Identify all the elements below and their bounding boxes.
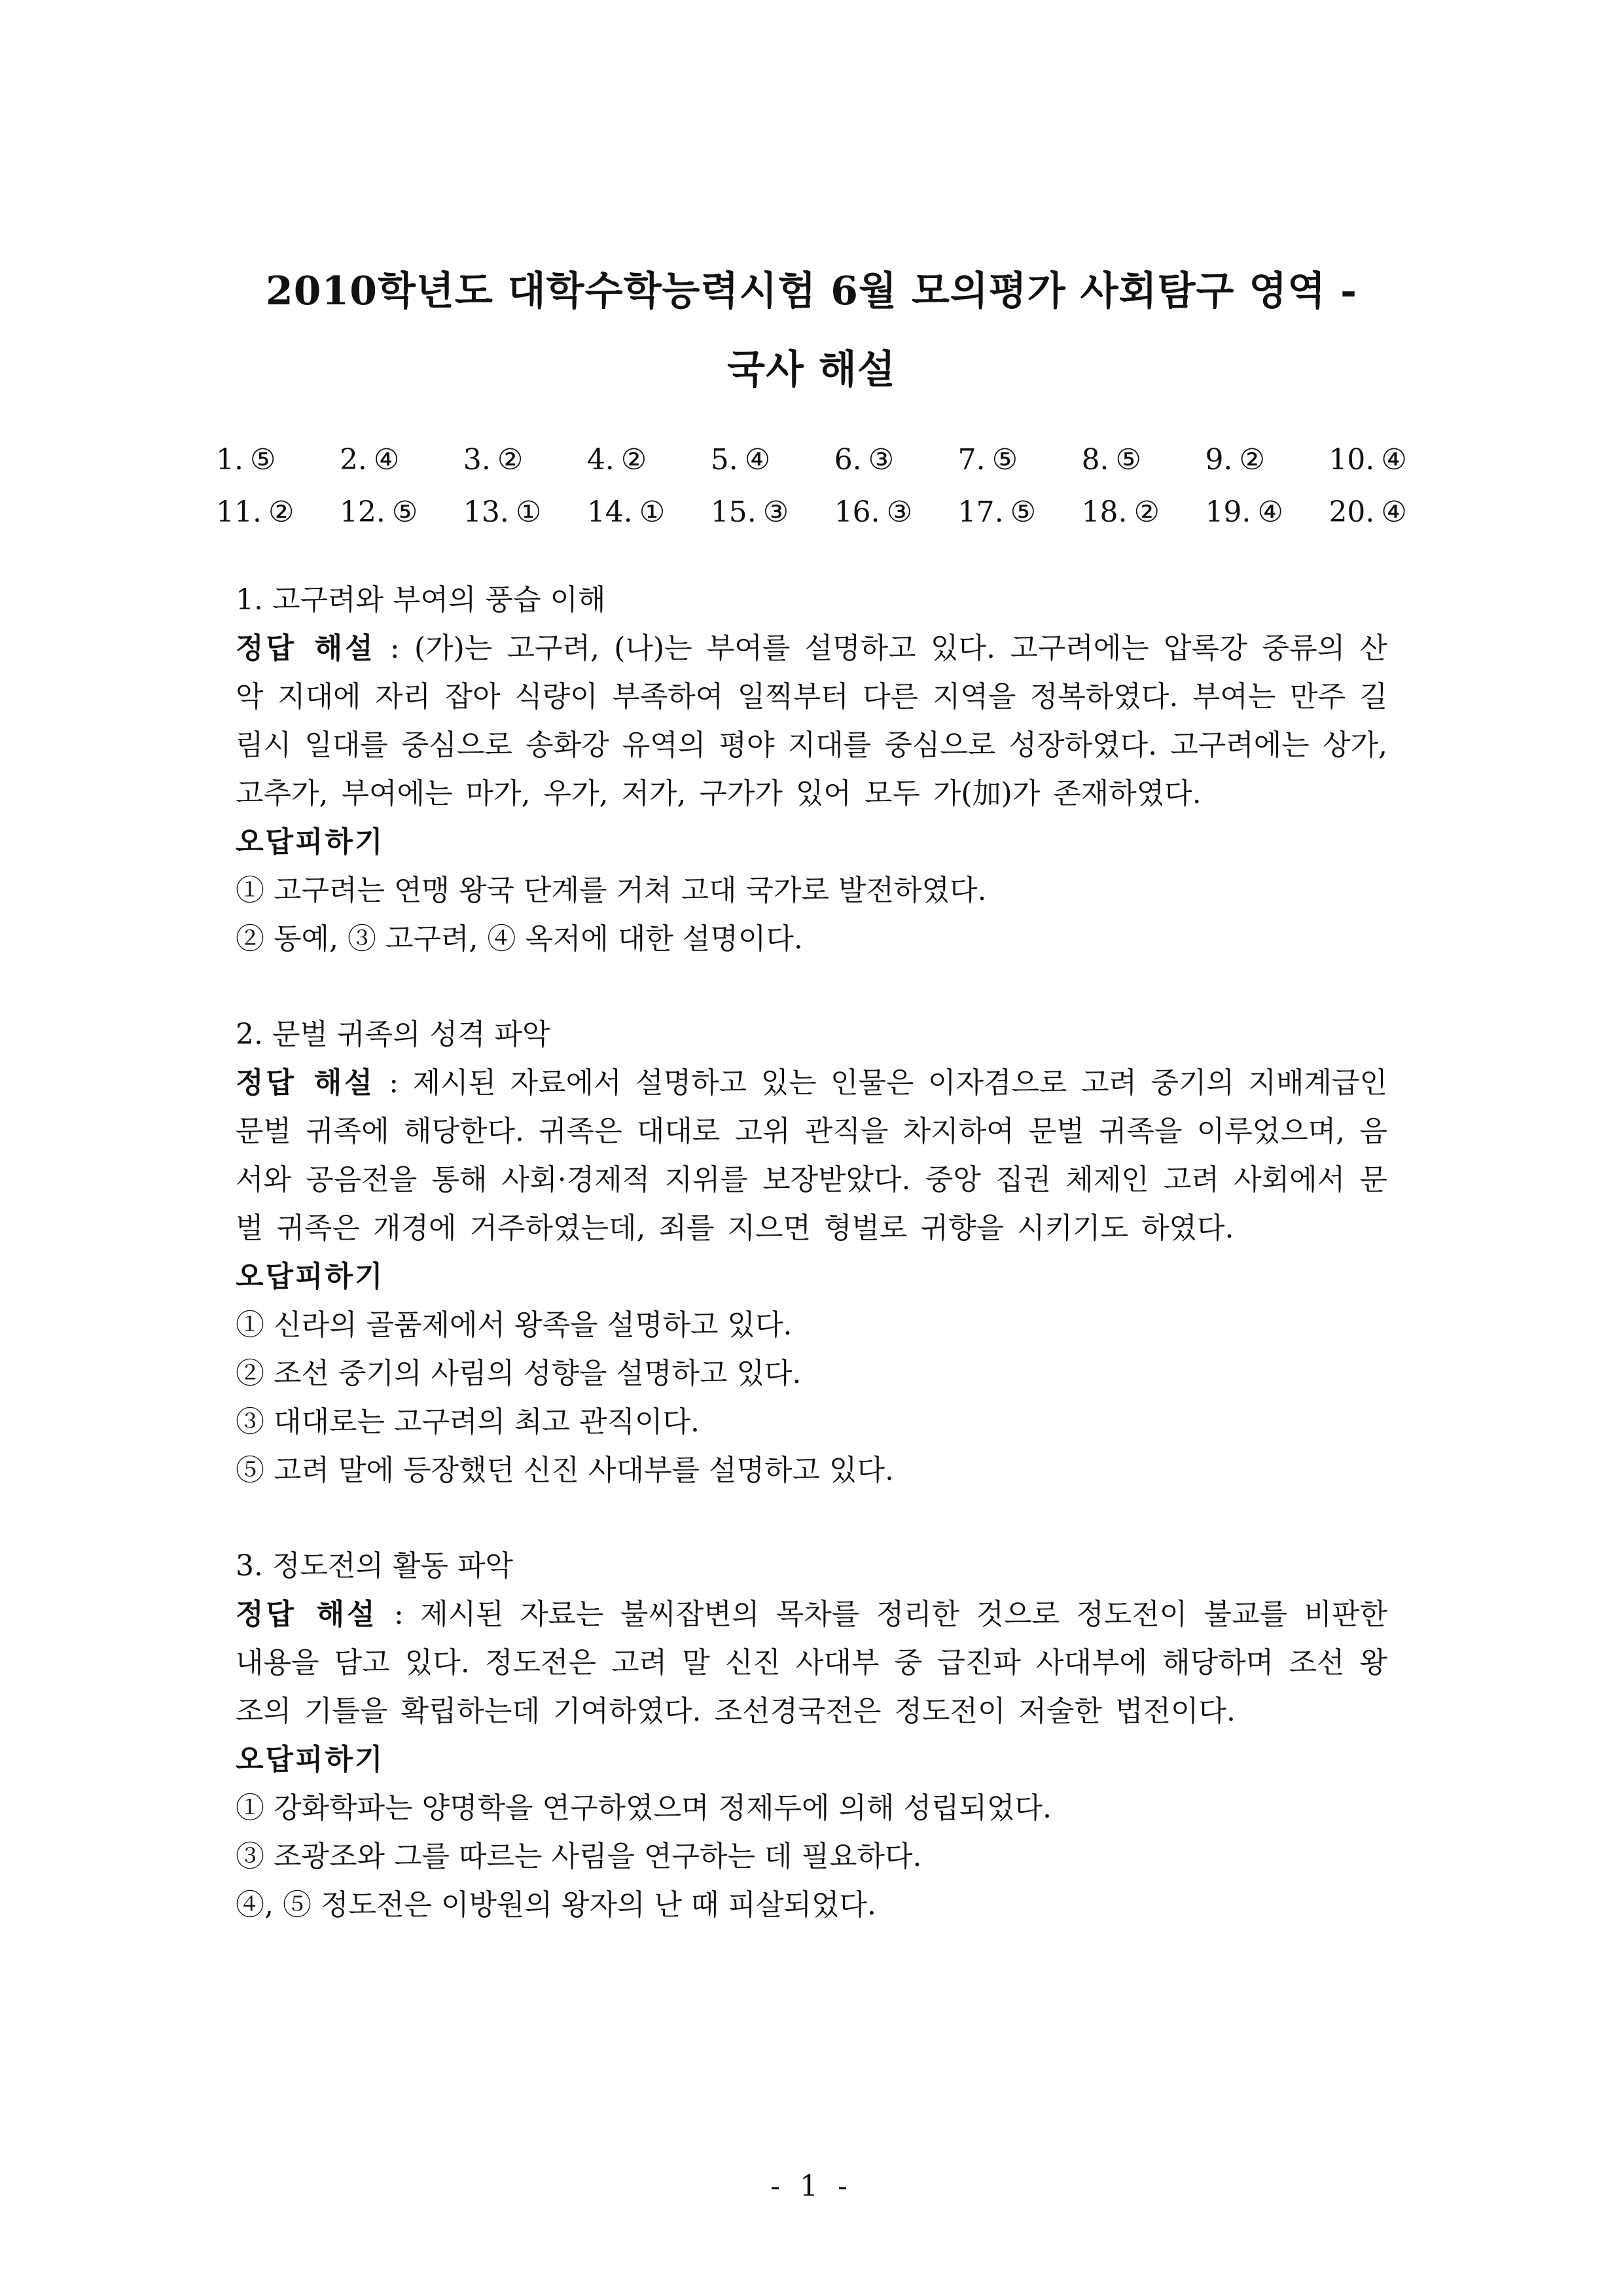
answer-item (1329, 495, 1406, 529)
answer-choice: ③ (762, 495, 789, 529)
answer-choice: ① (639, 495, 666, 529)
explanation-text: 제시된 자료는 불씨잡변의 목차를 정리한 것으로 정도전이 불교를 비판한 내용을 담고 있다. 정도전은 고려 말 신진 사대부 중 급진파 사대부에 해당하며 조선 왕조의 기틀을 확립하는데 기여하였다. 조선경국전은 정도전이 저술한 법전이다. (236, 1598, 1387, 1728)
answer-choice: ④ (1381, 442, 1407, 476)
wrong-answer-item: ① 강화학파는 양명학을 연구하였으며 정제두에 의해 성립되었다. (236, 1791, 1052, 1825)
question-number: 9. (1205, 442, 1233, 476)
answer-item (958, 495, 1036, 529)
explanations (236, 576, 1387, 1929)
answer-explanation (236, 1590, 1387, 1736)
answer-item (340, 443, 399, 476)
question-number: 6. (834, 442, 862, 476)
answer-choice: ⑤ (391, 495, 418, 529)
answer-item (463, 495, 541, 529)
question-number: 16. (834, 495, 880, 529)
question-number: 19. (1205, 495, 1251, 529)
answer-item (340, 495, 418, 529)
answer-choice: ② (1239, 442, 1265, 476)
answer-choice: ② (1133, 495, 1160, 529)
question-number: 5. (710, 442, 738, 476)
answer-choice: ② (268, 495, 294, 529)
answer-item (463, 443, 523, 476)
question-number: 8. (1081, 442, 1109, 476)
answer-item (834, 443, 894, 476)
question-number: 12. (339, 495, 385, 529)
wrong-answer-item: ② 조선 중기의 사림의 성향을 설명하고 있다. (236, 1357, 802, 1390)
question-number: 13. (463, 495, 509, 529)
answer-item (1205, 495, 1283, 529)
page-number: - 1 - (770, 2170, 853, 2203)
answer-choice: ② (620, 442, 647, 476)
question-number: 10. (1329, 442, 1375, 476)
section-heading: 1. 고구려와 부여의 풍습 이해 (236, 583, 606, 617)
question-number: 15. (710, 495, 757, 529)
wrong-answer-item: ② 동예, ③ 고구려, ④ 옥저에 대한 설명이다. (236, 922, 803, 956)
label-separator: : (377, 1598, 421, 1631)
answer-item (216, 495, 294, 529)
question-number: 4. (586, 442, 615, 476)
wrong-answer-item: ① 신라의 골품제에서 왕족을 설명하고 있다. (236, 1308, 793, 1342)
answer-choice: ④ (1381, 495, 1407, 529)
answer-choice: ④ (1257, 495, 1283, 529)
document-title (196, 252, 1427, 409)
answer-item (834, 495, 912, 529)
explanation-section (236, 576, 1387, 963)
answer-choice: ④ (373, 442, 400, 476)
answer-choice: ③ (868, 442, 895, 476)
answer-item (1329, 443, 1406, 476)
answer-explanation-label: 정답 해설 (236, 632, 376, 665)
wrong-answer-item: ⑤ 고려 말에 등장했던 신진 사대부를 설명하고 있다. (236, 1454, 894, 1487)
answer-explanation-label: 정답 해설 (236, 1598, 378, 1631)
question-number: 2. (339, 442, 367, 476)
answer-explanation-label: 정답 해설 (236, 1066, 375, 1100)
answer-row (216, 433, 1407, 486)
answer-item (1082, 443, 1141, 476)
answer-choice: ① (515, 495, 542, 529)
explanation-text: (가)는 고구려, (나)는 부여를 설명하고 있다. 고구려에는 압록강 중류의 산악 지대에 자리 잡아 식량이 부족하여 일찍부터 다른 지역을 정복하였다. 부여는 만주 길림시 일대를 중심으로 송화강 유역의 평야 지대를 중심으로 성장하였다. 고구려에는 상가, 고추가, 부여에는 마가, 우가, 저가, 구가가 있어 모두 가(加)가 존재하였다. (236, 632, 1388, 810)
answer-explanation (236, 624, 1387, 818)
wrong-answer-item: ③ 대대로는 고구려의 최고 관직이다. (236, 1405, 700, 1439)
section-heading: 2. 문벌 귀족의 성격 파악 (236, 1018, 550, 1051)
answer-explanation (236, 1059, 1387, 1253)
answer-item (216, 443, 276, 476)
question-number: 14. (586, 495, 633, 529)
answer-item (711, 495, 789, 529)
answer-key (216, 433, 1407, 538)
answer-choice: ⑤ (991, 442, 1018, 476)
explanation-section (236, 1011, 1387, 1495)
answer-choice: ⑤ (1115, 442, 1141, 476)
question-number: 20. (1329, 495, 1375, 529)
wrong-answer-item: ④, ⑤ 정도전은 이방원의 왕자의 난 때 피살되었다. (236, 1888, 876, 1922)
answer-choice: ③ (886, 495, 913, 529)
title-line-2: 국사 해설 (727, 347, 896, 393)
answer-choice: ⑤ (1010, 495, 1037, 529)
question-number: 17. (957, 495, 1004, 529)
label-separator: : (374, 1066, 413, 1100)
answer-item (587, 443, 647, 476)
avoid-wrong-heading: 오답피하기 (236, 825, 385, 859)
avoid-wrong-heading: 오답피하기 (236, 1743, 385, 1776)
answer-choice: ⑤ (249, 442, 276, 476)
answer-choice: ④ (744, 442, 771, 476)
answer-item (958, 443, 1018, 476)
question-number: 3. (463, 442, 491, 476)
question-number: 18. (1081, 495, 1128, 529)
title-line-1: 2010학년도 대학수학능력시험 6월 모의평가 사회탐구 영역 - (265, 268, 1358, 314)
explanation-section (236, 1542, 1387, 1929)
answer-item (1205, 443, 1265, 476)
answer-choice: ② (497, 442, 524, 476)
answer-item (711, 443, 770, 476)
section-heading: 3. 정도전의 활동 파악 (236, 1549, 513, 1583)
question-number: 1. (216, 442, 243, 476)
avoid-wrong-heading: 오답피하기 (236, 1260, 385, 1293)
wrong-answer-item: ③ 조광조와 그를 따르는 사림을 연구하는 데 필요하다. (236, 1840, 922, 1873)
answer-item (587, 495, 665, 529)
question-number: 11. (216, 495, 262, 529)
question-number: 7. (957, 442, 986, 476)
answer-row (216, 486, 1407, 538)
wrong-answer-item: ① 고구려는 연맹 왕국 단계를 거쳐 고대 국가로 발전하였다. (236, 874, 987, 907)
explanation-text: 제시된 자료에서 설명하고 있는 인물은 이자겸으로 고려 중기의 지배계급인 문벌 귀족에 해당한다. 귀족은 대대로 고위 관직을 차지하여 문벌 귀족을 이루었으며, 음서와 공음전을 통해 사회·경제적 지위를 보장받았다. 중앙 집권 체제인 고려 사회에서 문벌 귀족은 개경에 거주하였는데, 죄를 지으면 형벌로 귀향을 시키기도 하였다. (236, 1066, 1388, 1245)
label-separator: : (375, 632, 414, 665)
answer-item (1082, 495, 1160, 529)
